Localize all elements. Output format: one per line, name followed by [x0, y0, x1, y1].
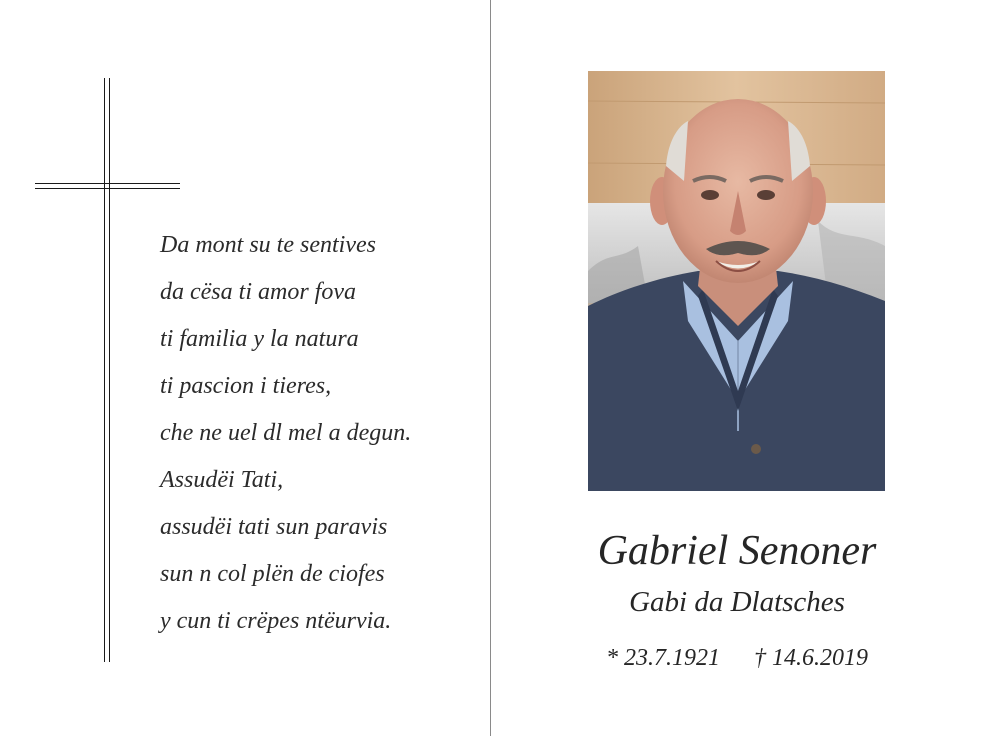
poem-line: Assudëi Tati, [160, 467, 284, 493]
cross-vertical-line [104, 78, 105, 662]
life-dates [540, 642, 934, 674]
death-date: † 14.6.2019 [754, 645, 868, 671]
cross-vertical-line [109, 78, 110, 662]
poem-line: assudëi tati sun paravis [160, 514, 388, 540]
poem-line: sun n col plën de ciofes [160, 561, 385, 587]
card-fold-line [490, 0, 491, 736]
deceased-nickname: Gabi da Dlatsches [629, 586, 845, 618]
poem-line: che ne uel dl mel a degun. [160, 420, 412, 446]
deceased-name: Gabriel Senoner [597, 528, 877, 574]
birth-date: * 23.7.1921 [606, 645, 720, 671]
poem-line: Da mont su te sentives [160, 232, 376, 258]
portrait-photo [588, 71, 885, 491]
poem-line: da cësa ti amor fova [160, 279, 356, 305]
poem [160, 222, 480, 645]
cross-horizontal-line [35, 188, 180, 189]
poem-line: y cun ti crëpes ntëurvia. [160, 608, 392, 634]
cross-horizontal-line [35, 183, 180, 184]
poem-line: ti familia y la natura [160, 326, 359, 352]
poem-line: ti pascion i tieres, [160, 373, 332, 399]
